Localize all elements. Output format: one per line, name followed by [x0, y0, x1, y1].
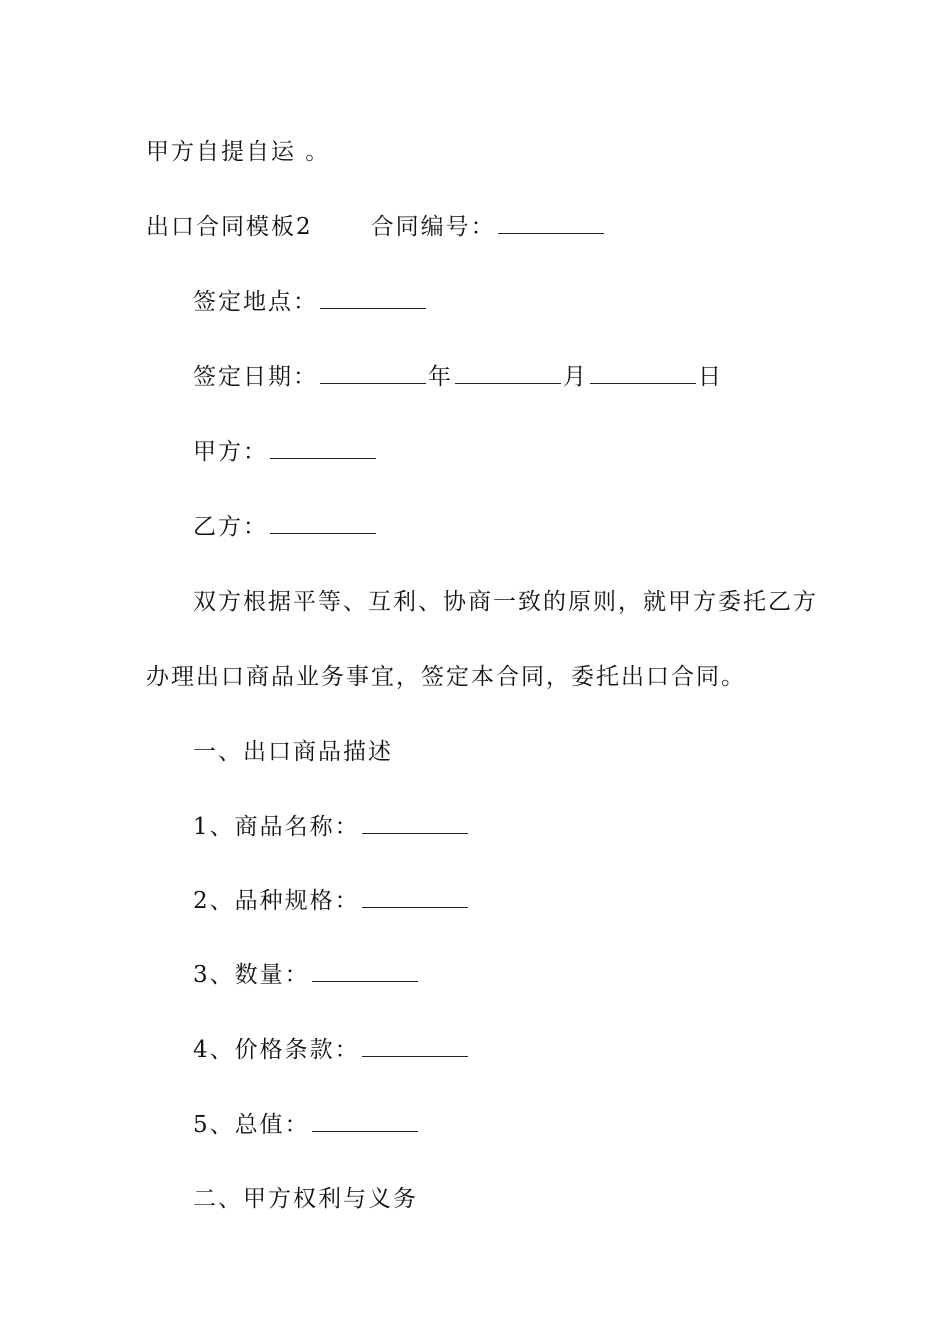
party-a-blank: [270, 440, 376, 459]
section-heading: [193, 1184, 418, 1214]
quantity-blank: [312, 963, 418, 982]
party-a-label: 甲方：: [193, 439, 268, 465]
item-line: [193, 1110, 420, 1140]
section-2-heading: 二、甲方权利与义务: [193, 1186, 418, 1212]
intro-paragraph-line-2: 办理出口商品业务事宜，签定本合同，委托出口合同。: [146, 664, 746, 690]
sign-place-blank: [320, 290, 426, 309]
year-label: 年: [428, 364, 453, 390]
intro-paragraph-line-1: 双方根据平等、互利、协商一致的原则，就甲方委托乙方: [193, 589, 818, 615]
item-line: [193, 812, 470, 842]
year-blank: [320, 365, 426, 384]
self-pickup-text: 甲方自提自运 。: [146, 139, 331, 165]
party-a-line: [193, 437, 378, 467]
contract-title: 出口合同模板2: [146, 214, 313, 240]
party-b-blank: [270, 515, 376, 534]
item-line: [193, 886, 470, 916]
contract-number-label: 合同编号：: [370, 214, 496, 240]
price-terms-label: 4、价格条款：: [193, 1037, 360, 1063]
party-b-label: 乙方：: [193, 514, 268, 540]
contract-header-line: [146, 212, 606, 242]
month-label: 月: [563, 364, 588, 390]
contract-number-blank: [498, 215, 604, 234]
sign-date-line: [193, 362, 723, 392]
total-value-blank: [312, 1113, 418, 1132]
price-terms-blank: [362, 1038, 468, 1057]
party-b-line: [193, 512, 378, 542]
day-blank: [590, 365, 696, 384]
total-value-label: 5、总值：: [193, 1112, 310, 1138]
section-heading: [193, 737, 393, 767]
sign-place-line: [193, 287, 428, 317]
variety-spec-blank: [362, 889, 468, 908]
product-name-blank: [362, 815, 468, 834]
sign-place-label: 签定地点：: [193, 289, 318, 315]
day-label: 日: [698, 364, 723, 390]
paragraph-line: [193, 587, 818, 617]
text-line: [146, 137, 330, 167]
product-name-label: 1、商品名称：: [193, 814, 360, 840]
quantity-label: 3、数量：: [193, 962, 310, 988]
month-blank: [455, 365, 561, 384]
sign-date-label: 签定日期：: [193, 364, 318, 390]
item-line: [193, 960, 420, 990]
section-1-heading: 一、出口商品描述: [193, 739, 393, 765]
paragraph-line: [146, 662, 746, 692]
variety-spec-label: 2、品种规格：: [193, 888, 360, 914]
item-line: [193, 1035, 470, 1065]
